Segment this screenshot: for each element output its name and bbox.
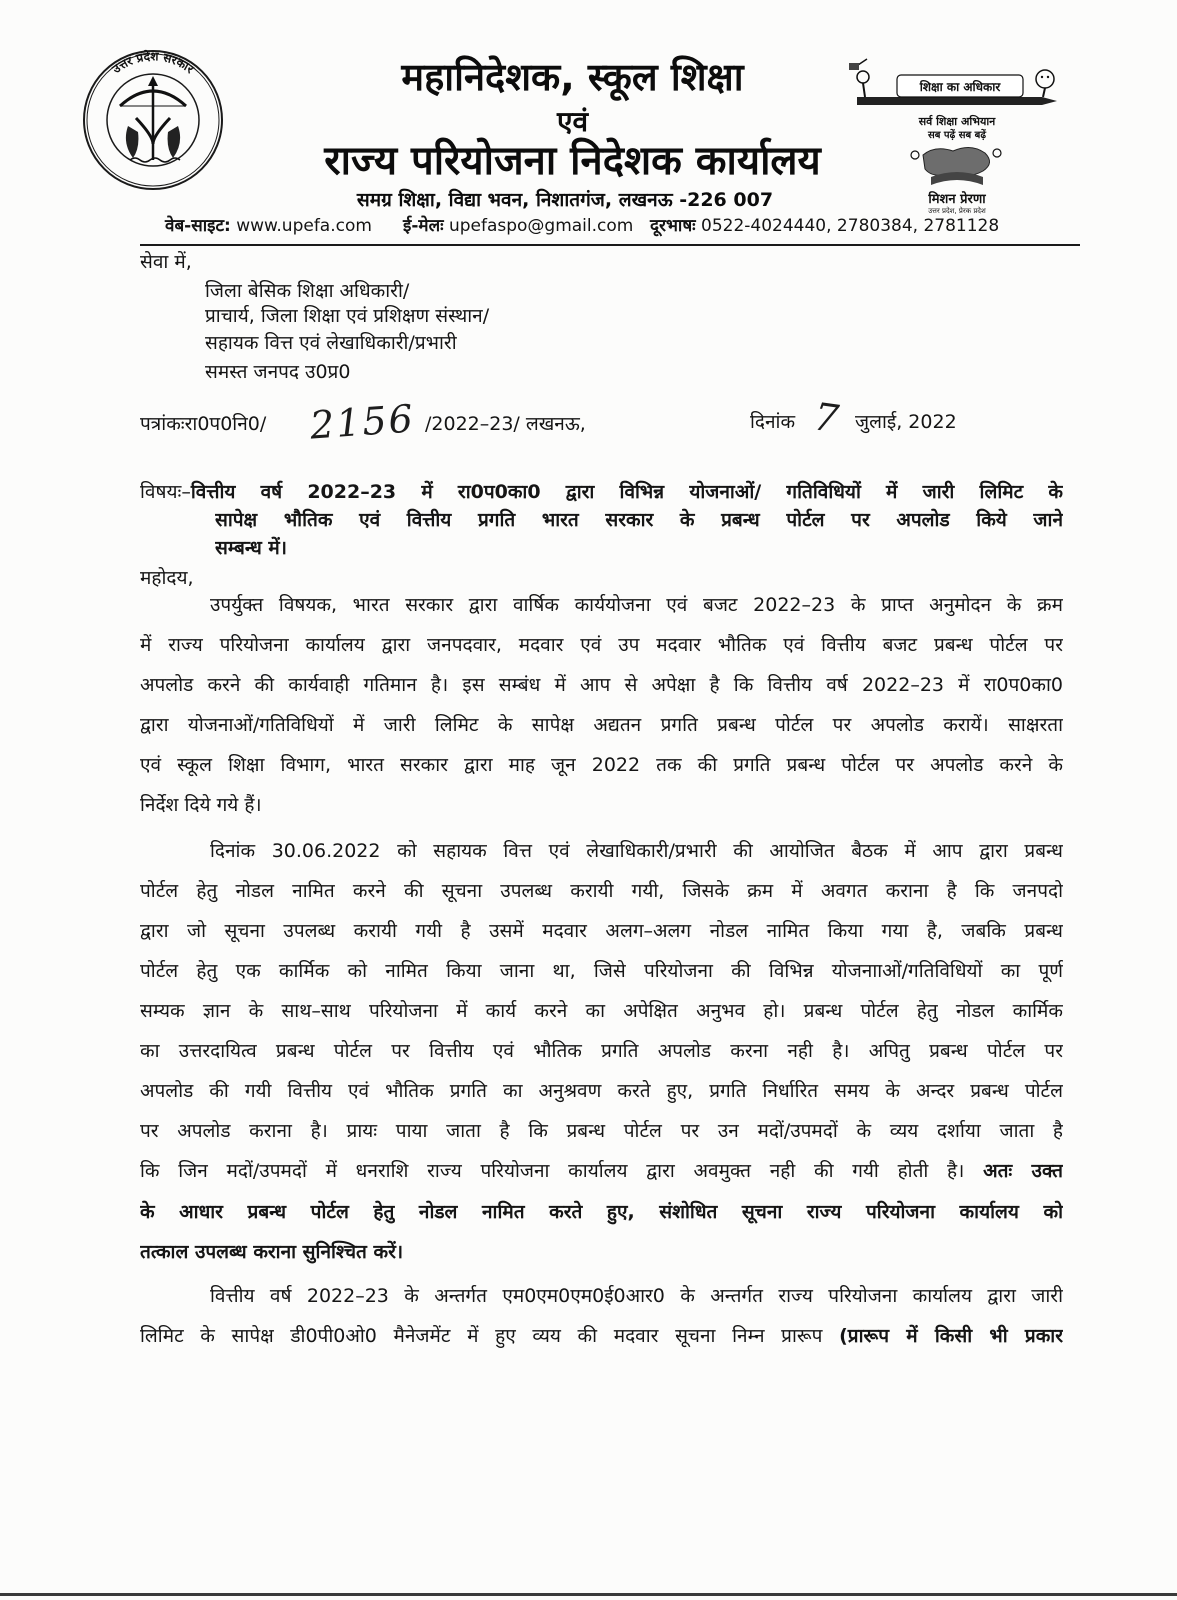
email-info	[403, 214, 633, 238]
sarva-shiksha-mission-prerna-logo	[845, 55, 1070, 215]
title-line-1: महानिदेशक, स्कूल शिक्षा	[401, 55, 744, 99]
scan-bottom-edge	[0, 1593, 1177, 1596]
ssa-slogan: सब पढ़ें सब बढ़ें	[927, 130, 987, 141]
subject-line-2: सापेक्ष भौतिक एवं वित्तीय प्रगति भारत सरकार के प्रबन्ध पोर्टल पर अपलोड किये जाने	[215, 509, 1063, 531]
paragraph-2-bold-line: के आधार प्रबन्ध पोर्टल हेतु नोडल नामित करते हुए, संशोधित सूचना राज्य परियोजना कार्यालय को	[140, 1201, 1063, 1223]
paragraph-2-line	[140, 1156, 1063, 1186]
reference-prefix: पत्रांकःरा0प0नि0/	[140, 413, 267, 435]
paragraph-2-line: पोर्टल हेतु नोडल नामित करने की सूचना उपलब्ध करायी गयी, जिसके क्रम में अवगत कराना है कि जनपदो	[140, 880, 1063, 902]
website-value: www.upefa.com	[236, 216, 372, 236]
subject-label: विषयः–	[140, 481, 191, 503]
phone-value: 0522-4024440, 2780384, 2781128	[701, 216, 1000, 236]
paragraph-1-line: उपर्युक्त विषयक, भारत सरकार द्वारा वार्षिक कार्ययोजना एवं बजट 2022–23 के प्राप्त अनुमोदन के क्रम	[210, 594, 1063, 616]
paragraph-3-line: वित्तीय वर्ष 2022–23 के अन्तर्गत एम0एम0एम0ई0आर0 के अन्तर्गत राज्य परियोजना कार्यालय द्वारा जारी	[210, 1285, 1063, 1307]
paragraph-2-line: सम्यक ज्ञान के साथ–साथ परियोजना में कार्य करने का अपेक्षित अनुभव हो। प्रबन्ध पोर्टल हेतु नोडल कार्मिक	[140, 1000, 1063, 1022]
paragraph-2-line: दिनांक 30.06.2022 को सहायक वित्त एवं लेखाधिकारी/प्रभारी की आयोजित बैठक में आप द्वारा प्रबन्ध	[210, 840, 1063, 862]
greeting: महोदय,	[140, 567, 194, 589]
paragraph-2-line: पोर्टल हेतु एक कार्मिक को नामित किया जाना था, जिसे परियोजना की विभिन्न योजनााओं/गतिविधियों का पूर्ण	[140, 960, 1063, 982]
mission-prerna-text: मिशन प्रेरणा	[928, 192, 986, 207]
paragraph-3-emphasis: (प्रारूप में किसी भी प्रकार	[839, 1325, 1063, 1347]
subject-line-1	[140, 477, 1063, 507]
website-info	[165, 214, 372, 238]
title-line-3: राज्य परियोजना निदेशक कार्यालय	[324, 138, 821, 184]
rte-text: शिक्षा का अधिकार	[919, 80, 1001, 94]
website-label: वेब-साइट:	[165, 216, 231, 236]
header-divider	[140, 244, 1080, 246]
paragraph-2-line: अपलोड की गयी वित्तीय एवं भौतिक प्रगति का अनुश्रवण करते हुए, प्रगति निर्धारित समय के अन्दर प्रबन्ध पोर्टल	[140, 1080, 1063, 1102]
up-government-emblem	[78, 48, 228, 193]
phone-info	[650, 214, 999, 238]
handwritten-date-day: 7	[811, 394, 844, 442]
email-label: ई-मेलः	[403, 216, 444, 236]
subject-text: वित्तीय वर्ष 2022–23 में रा0प0का0 द्वारा विभिन्न योजनाओं/ गतिविधियों में जारी लिमिट के	[190, 481, 1063, 503]
paragraph-2-line: द्वारा जो सूचना उपलब्ध करायी गयी है उसमें मदवार अलग–अलग नोडल नामित किया गया है, जबकि प्रबन्ध	[140, 920, 1063, 942]
paragraph-3-text: लिमिट के सापेक्ष डी0पी0ओ0 मैनेजमेंट में हुए व्यय की मदवार सूचना निम्न प्रारूप	[140, 1325, 823, 1347]
paragraph-1-line: द्वारा योजनाओं/गतिविधियों में जारी लिमिट के सापेक्ष अद्यतन प्रगति प्रबन्ध पोर्टल पर अपलोड करायें। साक्षरता	[140, 714, 1063, 736]
recipient-line: सहायक वित्त एवं लेखाधिकारी/प्रभारी	[205, 332, 457, 354]
paragraph-1-line: अपलोड करने की कार्यवाही गतिमान है। इस सम्बंध में आप से अपेक्षा है कि वित्तीय वर्ष 2022–23 में रा0प0का0	[140, 674, 1063, 696]
ssa-text: सर्व शिक्षा अभियान	[918, 115, 996, 128]
handwritten-letter-number: 2156	[308, 396, 417, 448]
salutation-to: सेवा में,	[140, 251, 192, 273]
title-line-2: एवं	[556, 105, 589, 138]
paragraph-2-emphasis: अतः उक्त	[983, 1160, 1063, 1182]
svg-text:उत्तर प्रदेश सरकार	[109, 49, 198, 77]
mission-tagline: उत्तर प्रदेश, प्रेरक प्रदेश	[928, 207, 986, 215]
date-label: दिनांक	[750, 411, 796, 433]
office-address: समग्र शिक्षा, विद्या भवन, निशातगंज, लखनऊ -226 007	[356, 189, 774, 211]
emblem-text: उत्तर प्रदेश सरकार	[109, 49, 197, 77]
email-value: upefaspo@gmail.com	[448, 216, 634, 236]
paragraph-1-line: निर्देश दिये गये हैं।	[140, 794, 262, 816]
phone-label: दूरभाषः	[650, 216, 696, 236]
paragraph-2-line: का उत्तरदायित्व प्रबन्ध पोर्टल पर वित्तीय एवं भौतिक प्रगति अपलोड करना नही है। अपितु प्रबन्ध पोर्टल पर	[140, 1040, 1063, 1062]
reference-suffix: /2022–23/ लखनऊ,	[425, 413, 586, 435]
subject-line-3: सम्बन्ध में।	[215, 537, 287, 559]
paragraph-2-text: कि जिन मदों/उपमदों में धनराशि राज्य परियोजना कार्यालय द्वारा अवमुक्त नही की गयी होती है।	[140, 1160, 965, 1182]
paragraph-1-line: में राज्य परियोजना कार्यालय द्वारा जनपदवार, मदवार एवं उप मदवार भौतिक एवं वित्तीय बजट प्रबन्ध पोर्टल पर	[140, 634, 1063, 656]
recipient-line: समस्त जनपद उ0प्र0	[205, 361, 351, 383]
paragraph-2-line: पर अपलोड कराना है। प्रायः पाया जाता है कि प्रबन्ध पोर्टल पर उन मदों/उपमदों के व्यय दर्शाया जाता है	[140, 1120, 1063, 1142]
paragraph-2-bold-line: तत्काल उपलब्ध कराना सुनिश्चित करें।	[140, 1241, 404, 1263]
date-month-year: जुलाई, 2022	[855, 411, 957, 433]
recipient-line: जिला बेसिक शिक्षा अधिकारी/	[205, 280, 410, 302]
recipient-line: प्राचार्य, जिला शिक्षा एवं प्रशिक्षण संस्थान/	[205, 305, 490, 327]
paragraph-3-line	[140, 1321, 1063, 1351]
paragraph-1-line: एवं स्कूल शिक्षा विभाग, भारत सरकार द्वारा माह जून 2022 तक की प्रगति प्रबन्ध पोर्टल पर अपलोड करने के	[140, 754, 1063, 776]
